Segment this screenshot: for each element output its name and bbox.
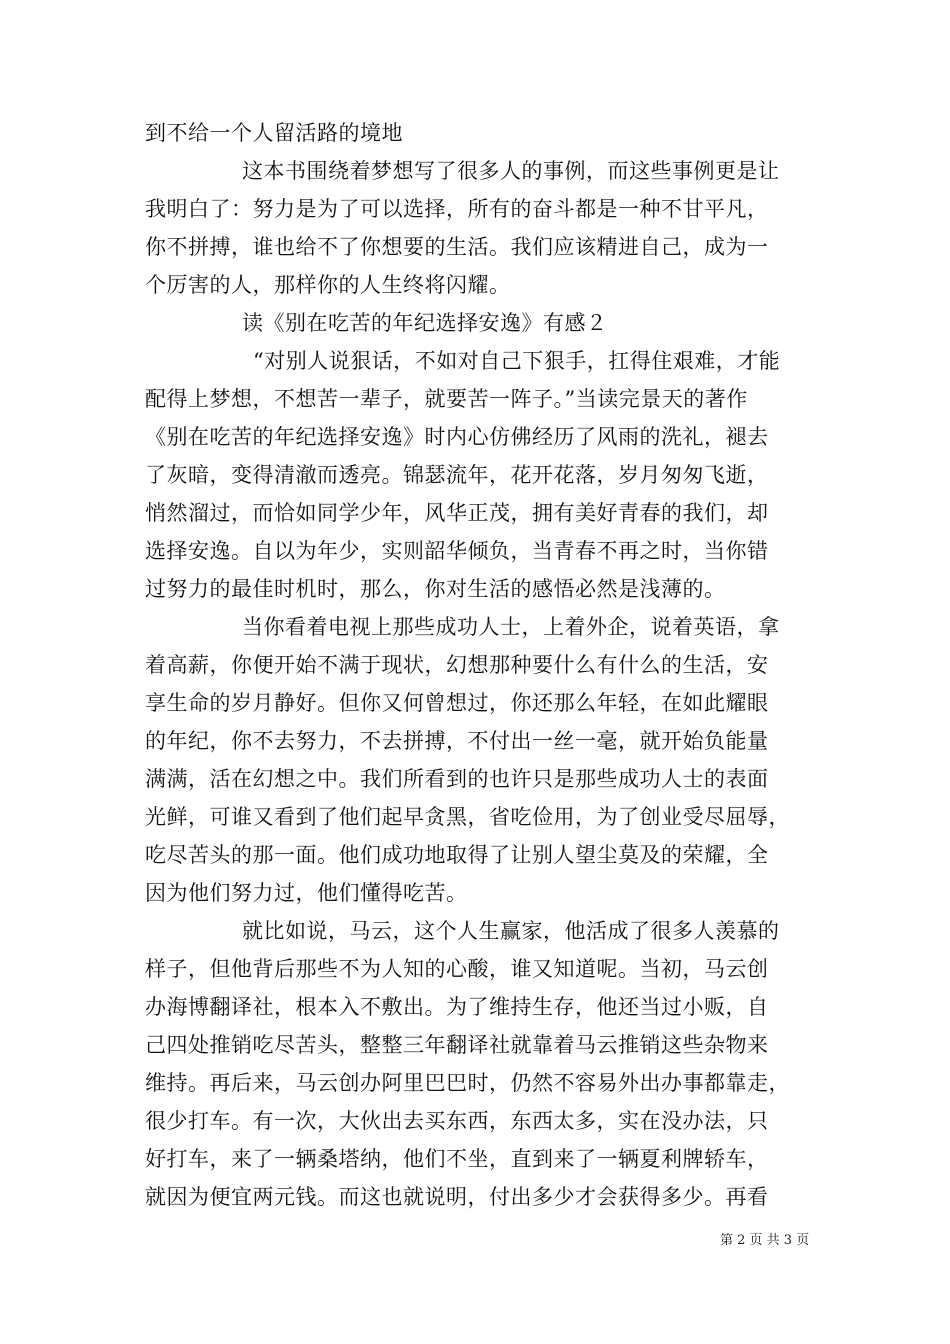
text-line: 己四处推销吃尽苦头，整整三年翻译社就靠着马云推销这些杂物来 xyxy=(145,1033,769,1057)
paragraph-first-line: 就比如说，马云，这个人生赢家，他活成了很多人羡慕的 xyxy=(242,919,780,943)
text-line: 了灰暗，变得清澈而透亮。锦瑟流年，花开花落，岁月匆匆飞逝， xyxy=(145,463,769,487)
text-line: 光鲜，可谁又看到了他们起早贪黑，省吃俭用，为了创业受尽屈辱， xyxy=(145,805,790,829)
text-line: 选择安逸。自以为年少，实则韶华倾负，当青春不再之时，当你错 xyxy=(145,539,769,563)
paragraph-first-line: “对别人说狠话，不如对自己下狠手，扛得住艰难，才能 xyxy=(253,349,781,373)
text-line: 好打车，来了一辆桑塔纳，他们不坐，直到来了一辆夏利牌轿车， xyxy=(145,1147,769,1171)
text-line: 你不拼搏，谁也给不了你想要的生活。我们应该精进自己，成为一 xyxy=(145,235,769,259)
page-indicator: 第 2 页 共 3 页 xyxy=(720,1233,810,1248)
text-line: 享生命的岁月静好。但你又何曾想过，你还那么年轻，在如此耀眼 xyxy=(145,691,769,715)
text-line: 样子，但他背后那些不为人知的心酸，谁又知道呢。当初，马云创 xyxy=(145,957,769,981)
text-line: 到不给一个人留活路的境地 xyxy=(145,121,403,145)
section-heading: 读《别在吃苦的年纪选择安逸》有感２ xyxy=(242,311,608,335)
text-line: 过努力的最佳时机时，那么，你对生活的感悟必然是浅薄的。 xyxy=(145,577,726,601)
text-line: 很少打车。有一次，大伙出去买东西，东西太多，实在没办法，只 xyxy=(145,1109,769,1133)
paragraph-first-line: 当你看着电视上那些成功人士，上着外企，说着英语，拿 xyxy=(242,615,780,639)
text-line: 《别在吃苦的年纪选择安逸》时内心仿佛经历了风雨的洗礼，褪去 xyxy=(145,425,769,449)
text-line: 满满，活在幻想之中。我们所看到的也许只是那些成功人士的表面 xyxy=(145,767,769,791)
text-line: 着高薪，你便开始不满于现状，幻想那种要什么有什么的生活，安 xyxy=(145,653,769,677)
text-line: 因为他们努力过，他们懂得吃苦。 xyxy=(145,881,468,905)
text-line: 个厉害的人，那样你的人生终将闪耀。 xyxy=(145,273,511,297)
text-line: 的年纪，你不去努力，不去拼搏，不付出一丝一毫，就开始负能量 xyxy=(145,729,769,753)
text-line: 就因为便宜两元钱。而这也就说明，付出多少才会获得多少。再看 xyxy=(145,1185,769,1209)
text-line: 配得上梦想，不想苦一辈子，就要苦一阵子。”当读完景天的著作 xyxy=(145,387,748,411)
text-line: 悄然溜过，而恰如同学少年，风华正茂，拥有美好青春的我们，却 xyxy=(145,501,769,525)
text-line: 维持。再后来，马云创办阿里巴巴时，仍然不容易外出办事都靠走， xyxy=(145,1071,790,1095)
text-line: 吃尽苦头的那一面。他们成功地取得了让别人望尘莫及的荣耀，全 xyxy=(145,843,769,867)
text-line: 我明白了：努力是为了可以选择，所有的奋斗都是一种不甘平凡， xyxy=(145,197,769,221)
text-line: 办海博翻译社，根本入不敷出。为了维持生存，他还当过小贩，自 xyxy=(145,995,769,1019)
paragraph-first-line: 这本书围绕着梦想写了很多人的事例，而这些事例更是让 xyxy=(242,159,780,183)
